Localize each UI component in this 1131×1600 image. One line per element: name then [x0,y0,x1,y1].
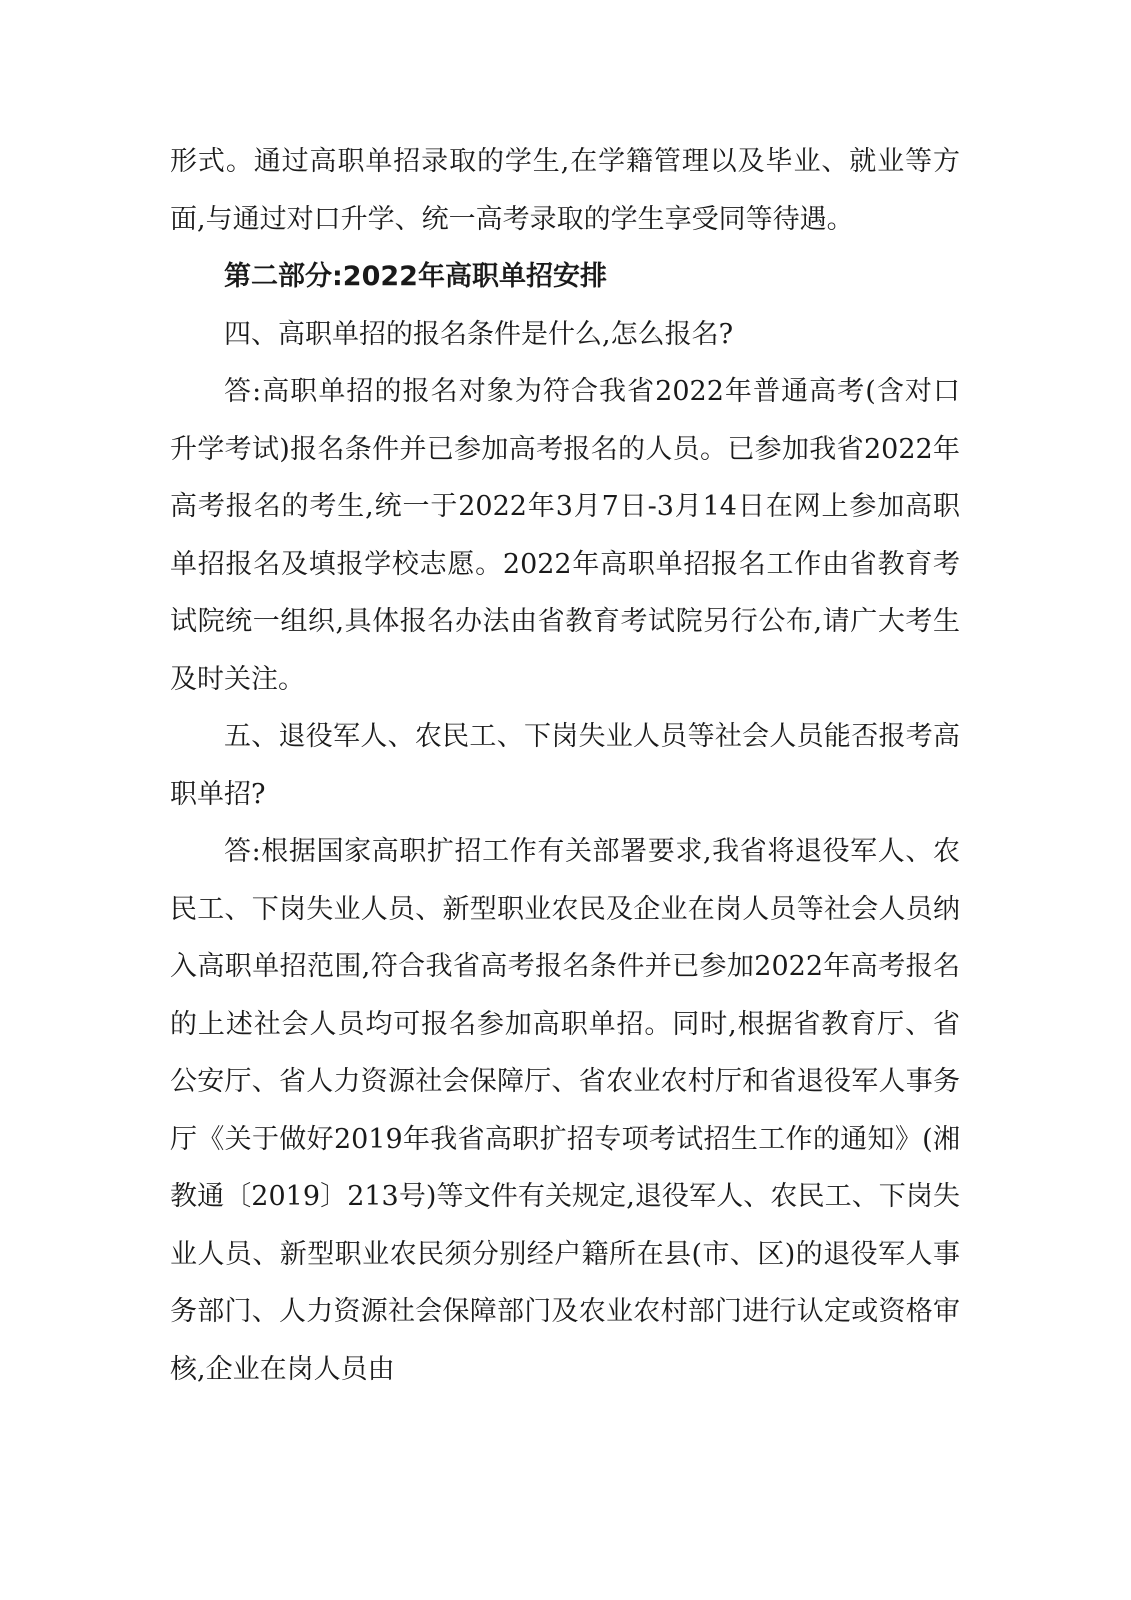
question-four: 四、高职单招的报名条件是什么,怎么报名? [224,318,734,350]
answer-five: 答:根据国家高职扩招工作有关部署要求,我省将退役军人、农民工、下岗失业人员、新型职业农民及企业在岗人员等社会人员纳入高职单招范围,符合我省高考报名条件并已参加2022年高考报名的上述社会人员均可报名参加高职单招。同时,根据省教育厅、省公安厅、省人力资源社会保障厅、省农业农村厅和省退役军人事务厅《关于做好2019年我省高职扩招专项考试招生工作的通知》(湘教通〔2019〕213号)等文件有关规定,退役军人、农民工、下岗失业人员、新型职业农民须分别经户籍所在县(市、区)的退役军人事务部门、人力资源社会保障部门及农业农村部门进行认定或资格审核,企业在岗人员由 [170,836,960,1385]
paragraph-continuation: 形式。通过高职单招录取的学生,在学籍管理以及毕业、就业等方面,与通过对口升学、统一高考录取的学生享受同等待遇。 [170,146,960,235]
section-heading: 第二部分:2022年高职单招安排 [224,261,607,292]
question-five: 五、退役军人、农民工、下岗失业人员等社会人员能否报考高职单招? [170,721,960,810]
document-body [170,133,960,1398]
answer-four: 答:高职单招的报名对象为符合我省2022年普通高考(含对口升学考试)报名条件并已参加高考报名的人员。已参加我省2022年高考报名的考生,统一于2022年3月7日-3月14日在网上参加高职单招报名及填报学校志愿。2022年高职单招报名工作由省教育考试院统一组织,具体报名办法由省教育考试院另行公布,请广大考生及时关注。 [170,376,960,695]
